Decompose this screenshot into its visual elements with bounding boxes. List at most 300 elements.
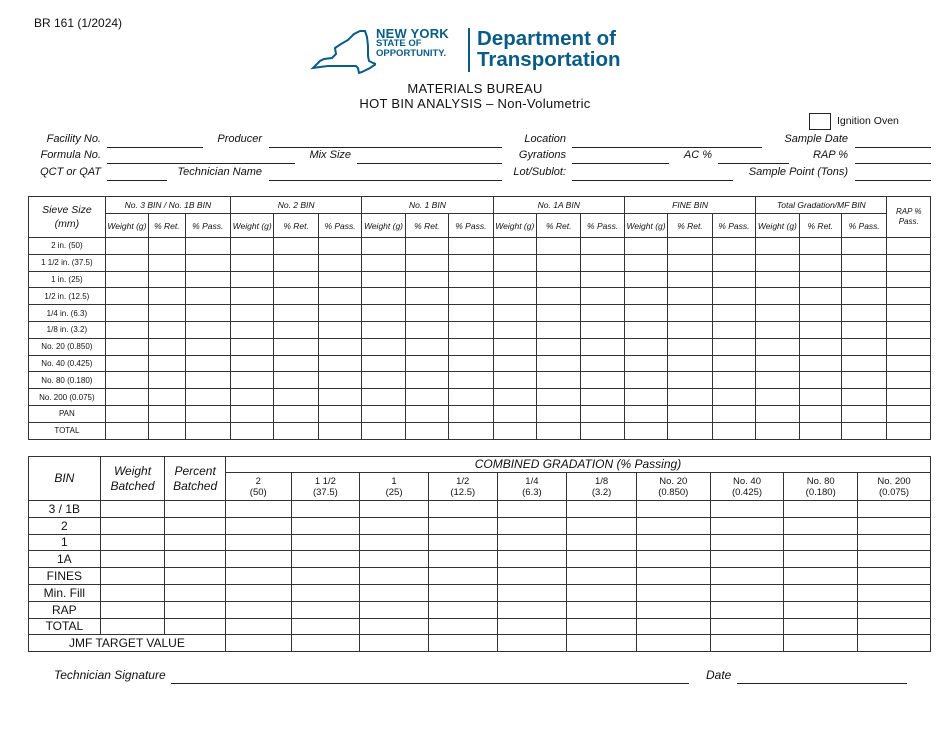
sieve-entry-cell[interactable] (887, 355, 931, 372)
combined-entry-cell[interactable] (497, 584, 567, 601)
combined-entry-cell[interactable] (784, 568, 858, 585)
sieve-entry-cell[interactable] (799, 389, 841, 406)
sieve-entry-cell[interactable] (537, 238, 581, 255)
sieve-entry-cell[interactable] (230, 389, 273, 406)
sieve-entry-cell[interactable] (581, 405, 624, 422)
combined-entry-cell[interactable] (291, 601, 360, 618)
combined-entry-cell[interactable] (100, 601, 165, 618)
combined-entry-cell[interactable] (636, 517, 710, 534)
combined-entry-cell[interactable] (100, 568, 165, 585)
sieve-entry-cell[interactable] (149, 355, 185, 372)
location-field[interactable] (572, 146, 762, 148)
sieve-entry-cell[interactable] (405, 389, 448, 406)
sieve-entry-cell[interactable] (405, 321, 448, 338)
sieve-entry-cell[interactable] (581, 321, 624, 338)
combined-entry-cell[interactable] (567, 568, 637, 585)
sieve-entry-cell[interactable] (449, 372, 493, 389)
combined-entry-cell[interactable] (858, 568, 931, 585)
combined-entry-cell[interactable] (225, 568, 291, 585)
sieve-entry-cell[interactable] (537, 389, 581, 406)
sieve-entry-cell[interactable] (712, 405, 755, 422)
sieve-entry-cell[interactable] (230, 422, 273, 439)
combined-entry-cell[interactable] (858, 534, 931, 551)
sieve-entry-cell[interactable] (105, 355, 148, 372)
sieve-entry-cell[interactable] (230, 338, 273, 355)
sieve-entry-cell[interactable] (537, 321, 581, 338)
sieve-entry-cell[interactable] (799, 355, 841, 372)
combined-entry-cell[interactable] (291, 517, 360, 534)
sieve-entry-cell[interactable] (624, 254, 667, 271)
sieve-entry-cell[interactable] (230, 288, 273, 305)
sieve-entry-cell[interactable] (274, 422, 318, 439)
sieve-entry-cell[interactable] (581, 238, 624, 255)
sieve-entry-cell[interactable] (799, 338, 841, 355)
jmf-entry-cell[interactable] (291, 635, 360, 652)
sieve-entry-cell[interactable] (318, 321, 361, 338)
sieve-entry-cell[interactable] (756, 321, 799, 338)
sieve-entry-cell[interactable] (149, 321, 185, 338)
sieve-entry-cell[interactable] (841, 288, 886, 305)
sieve-entry-cell[interactable] (449, 271, 493, 288)
combined-entry-cell[interactable] (165, 501, 226, 518)
combined-entry-cell[interactable] (428, 501, 497, 518)
formula-no-field[interactable] (107, 162, 295, 164)
sieve-entry-cell[interactable] (841, 372, 886, 389)
sieve-entry-cell[interactable] (274, 355, 318, 372)
sieve-entry-cell[interactable] (581, 271, 624, 288)
sieve-entry-cell[interactable] (185, 405, 230, 422)
combined-entry-cell[interactable] (360, 534, 429, 551)
sieve-entry-cell[interactable] (887, 254, 931, 271)
mix-size-field[interactable] (357, 162, 502, 164)
sieve-entry-cell[interactable] (581, 288, 624, 305)
sieve-entry-cell[interactable] (624, 338, 667, 355)
combined-entry-cell[interactable] (360, 601, 429, 618)
sieve-entry-cell[interactable] (185, 238, 230, 255)
combined-entry-cell[interactable] (100, 501, 165, 518)
sieve-entry-cell[interactable] (668, 321, 712, 338)
sieve-entry-cell[interactable] (756, 372, 799, 389)
sieve-entry-cell[interactable] (230, 372, 273, 389)
sieve-entry-cell[interactable] (449, 422, 493, 439)
combined-entry-cell[interactable] (360, 568, 429, 585)
ignition-oven-checkbox[interactable] (809, 113, 831, 130)
combined-entry-cell[interactable] (497, 517, 567, 534)
sieve-entry-cell[interactable] (887, 288, 931, 305)
combined-entry-cell[interactable] (710, 618, 784, 635)
combined-entry-cell[interactable] (858, 517, 931, 534)
combined-entry-cell[interactable] (567, 618, 637, 635)
sieve-entry-cell[interactable] (362, 238, 405, 255)
sieve-entry-cell[interactable] (405, 372, 448, 389)
sieve-entry-cell[interactable] (537, 288, 581, 305)
sieve-entry-cell[interactable] (274, 321, 318, 338)
sieve-entry-cell[interactable] (149, 271, 185, 288)
combined-entry-cell[interactable] (225, 517, 291, 534)
sieve-entry-cell[interactable] (799, 254, 841, 271)
sieve-entry-cell[interactable] (449, 405, 493, 422)
sieve-entry-cell[interactable] (149, 389, 185, 406)
sieve-entry-cell[interactable] (712, 321, 755, 338)
sieve-entry-cell[interactable] (149, 305, 185, 322)
sieve-entry-cell[interactable] (624, 288, 667, 305)
sieve-entry-cell[interactable] (230, 321, 273, 338)
sieve-entry-cell[interactable] (149, 372, 185, 389)
sieve-entry-cell[interactable] (581, 254, 624, 271)
sieve-entry-cell[interactable] (230, 355, 273, 372)
combined-entry-cell[interactable] (567, 534, 637, 551)
combined-entry-cell[interactable] (567, 551, 637, 568)
sieve-entry-cell[interactable] (362, 321, 405, 338)
combined-entry-cell[interactable] (428, 618, 497, 635)
sieve-entry-cell[interactable] (185, 321, 230, 338)
sieve-entry-cell[interactable] (105, 271, 148, 288)
combined-entry-cell[interactable] (567, 517, 637, 534)
combined-entry-cell[interactable] (710, 517, 784, 534)
jmf-entry-cell[interactable] (710, 635, 784, 652)
sieve-entry-cell[interactable] (405, 405, 448, 422)
combined-entry-cell[interactable] (165, 534, 226, 551)
sieve-entry-cell[interactable] (274, 338, 318, 355)
sieve-entry-cell[interactable] (493, 305, 536, 322)
sieve-entry-cell[interactable] (149, 422, 185, 439)
sieve-entry-cell[interactable] (185, 389, 230, 406)
sieve-entry-cell[interactable] (841, 405, 886, 422)
combined-entry-cell[interactable] (784, 501, 858, 518)
rap-pct-field[interactable] (855, 162, 931, 164)
sieve-entry-cell[interactable] (318, 271, 361, 288)
combined-entry-cell[interactable] (636, 568, 710, 585)
sieve-entry-cell[interactable] (493, 338, 536, 355)
sieve-entry-cell[interactable] (274, 288, 318, 305)
sieve-entry-cell[interactable] (712, 389, 755, 406)
sieve-entry-cell[interactable] (405, 271, 448, 288)
sieve-entry-cell[interactable] (149, 238, 185, 255)
sieve-entry-cell[interactable] (105, 288, 148, 305)
sieve-entry-cell[interactable] (318, 288, 361, 305)
lot-sublot-field[interactable] (572, 179, 733, 181)
jmf-entry-cell[interactable] (858, 635, 931, 652)
combined-entry-cell[interactable] (710, 551, 784, 568)
sieve-entry-cell[interactable] (581, 389, 624, 406)
combined-entry-cell[interactable] (165, 551, 226, 568)
combined-entry-cell[interactable] (567, 584, 637, 601)
sieve-entry-cell[interactable] (537, 372, 581, 389)
combined-entry-cell[interactable] (497, 568, 567, 585)
sieve-entry-cell[interactable] (493, 254, 536, 271)
sieve-entry-cell[interactable] (841, 238, 886, 255)
combined-entry-cell[interactable] (428, 534, 497, 551)
sieve-entry-cell[interactable] (493, 288, 536, 305)
combined-entry-cell[interactable] (636, 584, 710, 601)
combined-entry-cell[interactable] (291, 618, 360, 635)
sieve-entry-cell[interactable] (405, 355, 448, 372)
sieve-entry-cell[interactable] (668, 288, 712, 305)
sieve-entry-cell[interactable] (887, 389, 931, 406)
combined-entry-cell[interactable] (360, 517, 429, 534)
sieve-entry-cell[interactable] (799, 305, 841, 322)
combined-entry-cell[interactable] (858, 618, 931, 635)
sieve-entry-cell[interactable] (668, 389, 712, 406)
combined-entry-cell[interactable] (225, 551, 291, 568)
jmf-entry-cell[interactable] (784, 635, 858, 652)
sieve-entry-cell[interactable] (712, 422, 755, 439)
combined-entry-cell[interactable] (497, 601, 567, 618)
sieve-entry-cell[interactable] (230, 305, 273, 322)
sieve-entry-cell[interactable] (274, 271, 318, 288)
sieve-entry-cell[interactable] (624, 372, 667, 389)
combined-entry-cell[interactable] (291, 568, 360, 585)
sieve-entry-cell[interactable] (493, 422, 536, 439)
combined-entry-cell[interactable] (567, 501, 637, 518)
jmf-entry-cell[interactable] (497, 635, 567, 652)
sieve-entry-cell[interactable] (362, 355, 405, 372)
combined-entry-cell[interactable] (225, 618, 291, 635)
combined-entry-cell[interactable] (100, 618, 165, 635)
sieve-entry-cell[interactable] (712, 288, 755, 305)
sieve-entry-cell[interactable] (841, 422, 886, 439)
sieve-entry-cell[interactable] (537, 338, 581, 355)
sieve-entry-cell[interactable] (362, 372, 405, 389)
sieve-entry-cell[interactable] (624, 305, 667, 322)
sieve-entry-cell[interactable] (887, 305, 931, 322)
sieve-entry-cell[interactable] (149, 288, 185, 305)
sieve-entry-cell[interactable] (668, 355, 712, 372)
sieve-entry-cell[interactable] (185, 422, 230, 439)
combined-entry-cell[interactable] (428, 517, 497, 534)
sieve-entry-cell[interactable] (537, 254, 581, 271)
sieve-entry-cell[interactable] (185, 305, 230, 322)
sieve-entry-cell[interactable] (318, 305, 361, 322)
sieve-entry-cell[interactable] (405, 338, 448, 355)
combined-entry-cell[interactable] (858, 584, 931, 601)
combined-entry-cell[interactable] (858, 551, 931, 568)
sieve-entry-cell[interactable] (318, 389, 361, 406)
sieve-entry-cell[interactable] (799, 405, 841, 422)
sieve-entry-cell[interactable] (581, 355, 624, 372)
sieve-entry-cell[interactable] (318, 238, 361, 255)
combined-entry-cell[interactable] (497, 501, 567, 518)
sieve-entry-cell[interactable] (105, 338, 148, 355)
sieve-entry-cell[interactable] (405, 422, 448, 439)
combined-entry-cell[interactable] (100, 534, 165, 551)
sieve-entry-cell[interactable] (318, 254, 361, 271)
sieve-entry-cell[interactable] (712, 271, 755, 288)
sieve-entry-cell[interactable] (449, 389, 493, 406)
sieve-entry-cell[interactable] (493, 355, 536, 372)
sieve-entry-cell[interactable] (756, 389, 799, 406)
sieve-entry-cell[interactable] (624, 321, 667, 338)
combined-entry-cell[interactable] (784, 601, 858, 618)
sieve-entry-cell[interactable] (841, 271, 886, 288)
qct-qat-field[interactable] (107, 179, 167, 181)
sieve-entry-cell[interactable] (581, 338, 624, 355)
sieve-entry-cell[interactable] (668, 338, 712, 355)
sieve-entry-cell[interactable] (537, 271, 581, 288)
sieve-entry-cell[interactable] (887, 372, 931, 389)
combined-entry-cell[interactable] (567, 601, 637, 618)
sieve-entry-cell[interactable] (756, 271, 799, 288)
sieve-entry-cell[interactable] (887, 238, 931, 255)
sieve-entry-cell[interactable] (624, 422, 667, 439)
combined-entry-cell[interactable] (225, 534, 291, 551)
sieve-entry-cell[interactable] (274, 238, 318, 255)
sieve-entry-cell[interactable] (841, 338, 886, 355)
sieve-entry-cell[interactable] (756, 338, 799, 355)
technician-name-field[interactable] (269, 179, 502, 181)
combined-entry-cell[interactable] (497, 534, 567, 551)
date-field[interactable] (737, 682, 907, 684)
sieve-entry-cell[interactable] (493, 271, 536, 288)
sieve-entry-cell[interactable] (274, 389, 318, 406)
combined-entry-cell[interactable] (710, 601, 784, 618)
sieve-entry-cell[interactable] (185, 254, 230, 271)
sieve-entry-cell[interactable] (668, 405, 712, 422)
combined-entry-cell[interactable] (636, 534, 710, 551)
sieve-entry-cell[interactable] (537, 305, 581, 322)
sieve-entry-cell[interactable] (799, 372, 841, 389)
combined-entry-cell[interactable] (710, 534, 784, 551)
gyrations-field[interactable] (572, 162, 669, 164)
sieve-entry-cell[interactable] (362, 305, 405, 322)
sieve-entry-cell[interactable] (105, 405, 148, 422)
facility-no-field[interactable] (107, 146, 203, 148)
sieve-entry-cell[interactable] (274, 254, 318, 271)
sieve-entry-cell[interactable] (756, 355, 799, 372)
combined-entry-cell[interactable] (291, 584, 360, 601)
sieve-entry-cell[interactable] (537, 355, 581, 372)
sieve-entry-cell[interactable] (668, 372, 712, 389)
sieve-entry-cell[interactable] (274, 405, 318, 422)
sieve-entry-cell[interactable] (668, 271, 712, 288)
sieve-entry-cell[interactable] (230, 271, 273, 288)
sieve-entry-cell[interactable] (756, 422, 799, 439)
combined-entry-cell[interactable] (225, 601, 291, 618)
combined-entry-cell[interactable] (225, 584, 291, 601)
sieve-entry-cell[interactable] (624, 271, 667, 288)
combined-entry-cell[interactable] (497, 551, 567, 568)
combined-entry-cell[interactable] (710, 568, 784, 585)
sieve-entry-cell[interactable] (581, 422, 624, 439)
sieve-entry-cell[interactable] (185, 372, 230, 389)
sieve-entry-cell[interactable] (493, 372, 536, 389)
sieve-entry-cell[interactable] (230, 254, 273, 271)
sieve-entry-cell[interactable] (449, 321, 493, 338)
jmf-entry-cell[interactable] (428, 635, 497, 652)
jmf-entry-cell[interactable] (567, 635, 637, 652)
sieve-entry-cell[interactable] (799, 288, 841, 305)
sieve-entry-cell[interactable] (537, 405, 581, 422)
sieve-entry-cell[interactable] (105, 305, 148, 322)
sieve-entry-cell[interactable] (756, 288, 799, 305)
sieve-entry-cell[interactable] (624, 389, 667, 406)
sieve-entry-cell[interactable] (668, 254, 712, 271)
sieve-entry-cell[interactable] (841, 321, 886, 338)
sieve-entry-cell[interactable] (841, 355, 886, 372)
combined-entry-cell[interactable] (636, 601, 710, 618)
combined-entry-cell[interactable] (225, 501, 291, 518)
combined-entry-cell[interactable] (710, 501, 784, 518)
sieve-entry-cell[interactable] (105, 422, 148, 439)
sieve-entry-cell[interactable] (405, 238, 448, 255)
sieve-entry-cell[interactable] (887, 338, 931, 355)
sieve-entry-cell[interactable] (799, 321, 841, 338)
sieve-entry-cell[interactable] (624, 405, 667, 422)
sieve-entry-cell[interactable] (493, 238, 536, 255)
sieve-entry-cell[interactable] (712, 338, 755, 355)
sieve-entry-cell[interactable] (449, 288, 493, 305)
combined-entry-cell[interactable] (784, 534, 858, 551)
sieve-entry-cell[interactable] (756, 305, 799, 322)
sieve-entry-cell[interactable] (318, 355, 361, 372)
sieve-entry-cell[interactable] (799, 271, 841, 288)
sieve-entry-cell[interactable] (105, 238, 148, 255)
sieve-entry-cell[interactable] (581, 372, 624, 389)
sieve-entry-cell[interactable] (668, 305, 712, 322)
combined-entry-cell[interactable] (360, 551, 429, 568)
combined-entry-cell[interactable] (497, 618, 567, 635)
combined-entry-cell[interactable] (291, 534, 360, 551)
sieve-entry-cell[interactable] (799, 238, 841, 255)
combined-entry-cell[interactable] (100, 551, 165, 568)
sieve-entry-cell[interactable] (362, 389, 405, 406)
combined-entry-cell[interactable] (100, 517, 165, 534)
sieve-entry-cell[interactable] (405, 305, 448, 322)
combined-entry-cell[interactable] (636, 618, 710, 635)
combined-entry-cell[interactable] (165, 568, 226, 585)
sample-point-field[interactable] (855, 179, 931, 181)
sieve-entry-cell[interactable] (841, 254, 886, 271)
sieve-entry-cell[interactable] (887, 405, 931, 422)
sieve-entry-cell[interactable] (581, 305, 624, 322)
sieve-entry-cell[interactable] (841, 389, 886, 406)
sieve-entry-cell[interactable] (149, 405, 185, 422)
combined-entry-cell[interactable] (784, 584, 858, 601)
combined-entry-cell[interactable] (858, 501, 931, 518)
sieve-entry-cell[interactable] (274, 372, 318, 389)
sieve-entry-cell[interactable] (449, 254, 493, 271)
producer-field[interactable] (269, 146, 502, 148)
sieve-entry-cell[interactable] (362, 288, 405, 305)
combined-entry-cell[interactable] (360, 618, 429, 635)
combined-entry-cell[interactable] (291, 501, 360, 518)
sieve-entry-cell[interactable] (149, 254, 185, 271)
sieve-entry-cell[interactable] (185, 271, 230, 288)
combined-entry-cell[interactable] (428, 551, 497, 568)
jmf-entry-cell[interactable] (360, 635, 429, 652)
sieve-entry-cell[interactable] (449, 238, 493, 255)
combined-entry-cell[interactable] (710, 584, 784, 601)
combined-entry-cell[interactable] (100, 584, 165, 601)
sieve-entry-cell[interactable] (756, 254, 799, 271)
sieve-entry-cell[interactable] (493, 405, 536, 422)
sieve-entry-cell[interactable] (624, 238, 667, 255)
sieve-entry-cell[interactable] (362, 254, 405, 271)
sieve-entry-cell[interactable] (362, 271, 405, 288)
combined-entry-cell[interactable] (165, 618, 226, 635)
combined-entry-cell[interactable] (784, 551, 858, 568)
combined-entry-cell[interactable] (360, 501, 429, 518)
sieve-entry-cell[interactable] (756, 405, 799, 422)
sieve-entry-cell[interactable] (362, 405, 405, 422)
sieve-entry-cell[interactable] (230, 405, 273, 422)
sieve-entry-cell[interactable] (493, 321, 536, 338)
sieve-entry-cell[interactable] (712, 305, 755, 322)
combined-entry-cell[interactable] (165, 517, 226, 534)
sieve-entry-cell[interactable] (712, 238, 755, 255)
sieve-entry-cell[interactable] (318, 338, 361, 355)
sieve-entry-cell[interactable] (449, 338, 493, 355)
